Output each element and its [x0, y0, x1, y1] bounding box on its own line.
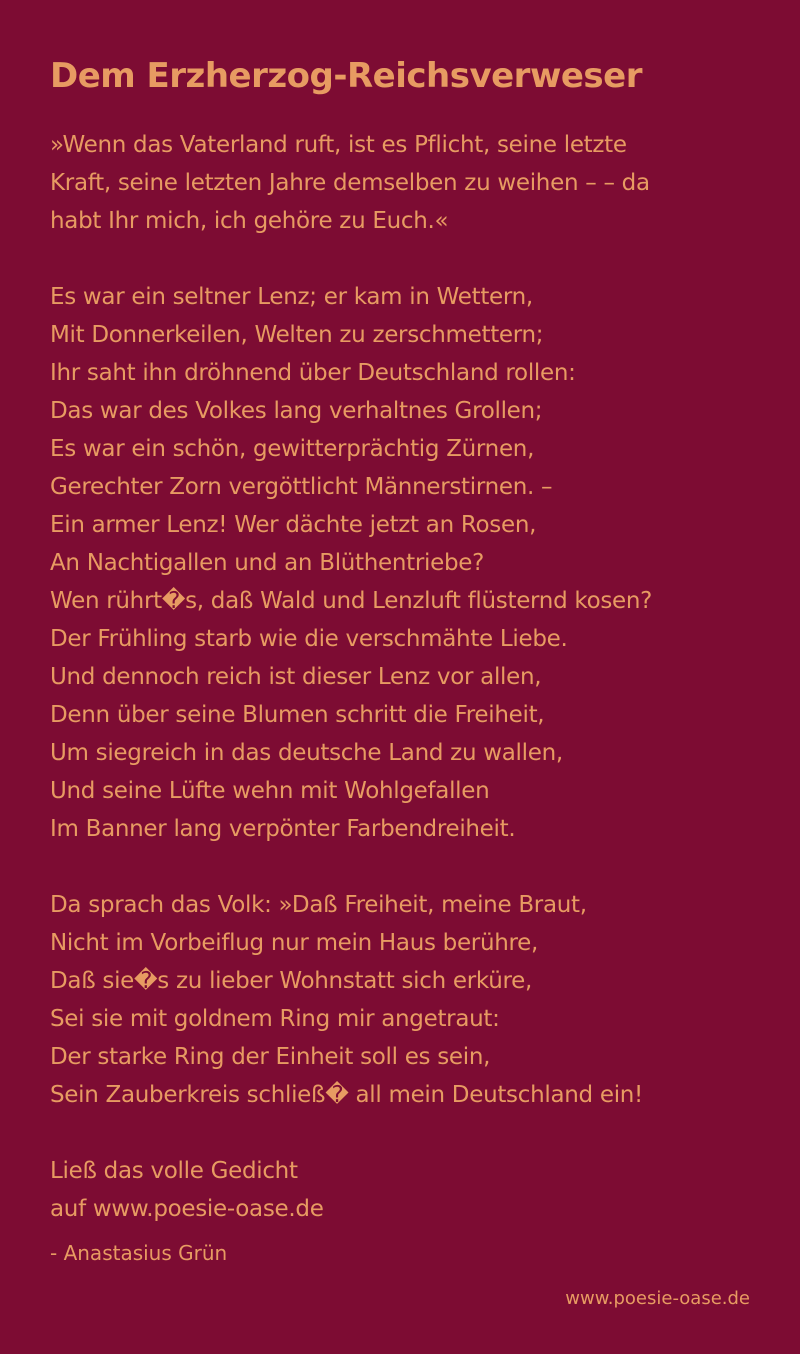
stanza-2: [50, 886, 643, 1114]
poem-line: Es war ein schön, gewitterprächtig Zürnen,: [50, 436, 535, 462]
poem-line: Im Banner lang verpönter Farbendreiheit.: [50, 816, 516, 842]
poem-line: Sein Zauberkreis schließ� all mein Deutschland ein!: [50, 1082, 643, 1108]
poem-line: Ihr saht ihn dröhnend über Deutschland rollen:: [50, 360, 576, 386]
stanza-1: [50, 278, 652, 848]
poem-line: An Nachtigallen und an Blüthentriebe?: [50, 550, 485, 576]
poem-line: Daß sie�s zu lieber Wohnstatt sich erküre,: [50, 968, 532, 994]
poem-line: Ein armer Lenz! Wer dächte jetzt an Rosen,: [50, 512, 537, 538]
poem-line: Gerechter Zorn vergöttlicht Männerstirnen. –: [50, 474, 553, 500]
poem-line: Da sprach das Volk: »Daß Freiheit, meine Braut,: [50, 892, 587, 918]
poem-line: Und seine Lüfte wehn mit Wohlgefallen: [50, 778, 490, 804]
poem-line: Mit Donnerkeilen, Welten zu zerschmettern;: [50, 322, 544, 348]
site-watermark: www.poesie-oase.de: [565, 1288, 750, 1309]
poem-title: Dem Erzherzog-Reichsverweser: [50, 56, 642, 96]
poem-line: Und dennoch reich ist dieser Lenz vor allen,: [50, 664, 542, 690]
poem-line: Es war ein seltner Lenz; er kam in Wettern,: [50, 284, 533, 310]
read-more-note: [50, 1152, 324, 1228]
poem-line: Denn über seine Blumen schritt die Freiheit,: [50, 702, 545, 728]
poem-line: Sei sie mit goldnem Ring mir angetraut:: [50, 1006, 500, 1032]
poem-line: Nicht im Vorbeiflug nur mein Haus berühre,: [50, 930, 539, 956]
poem-line: Um siegreich in das deutsche Land zu wallen,: [50, 740, 563, 766]
poem-author: - Anastasius Grün: [50, 1241, 228, 1265]
poem-line: Der Frühling starb wie die verschmähte Liebe.: [50, 626, 568, 652]
poem-line: Wen rührt�s, daß Wald und Lenzluft flüsternd kosen?: [50, 588, 653, 614]
read-more-line: auf www.poesie-oase.de: [50, 1196, 324, 1222]
intro-line: »Wenn das Vaterland ruft, ist es Pflicht, seine letzte: [50, 132, 627, 158]
poem-line: Der starke Ring der Einheit soll es sein,: [50, 1044, 491, 1070]
read-more-line: Ließ das volle Gedicht: [50, 1158, 298, 1184]
intro-line: Kraft, seine letzten Jahre demselben zu weihen – – da: [50, 170, 650, 196]
intro-line: habt Ihr mich, ich gehöre zu Euch.«: [50, 208, 449, 234]
poem-line: Das war des Volkes lang verhaltnes Grollen;: [50, 398, 543, 424]
intro-quote: [50, 126, 650, 240]
